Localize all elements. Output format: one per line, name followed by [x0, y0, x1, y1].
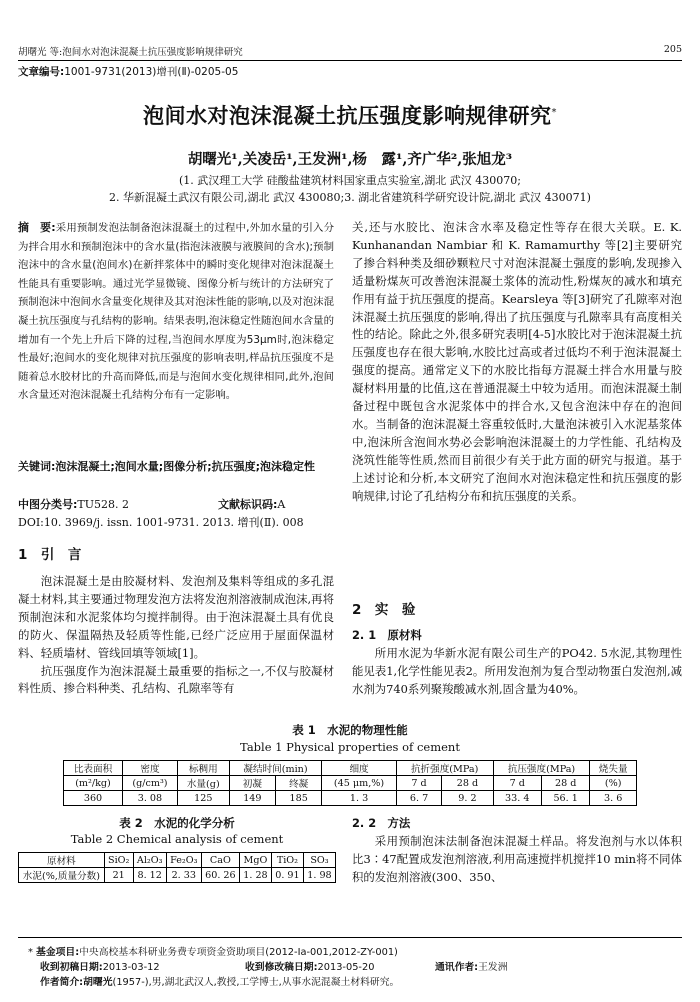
- t2-h-4: CaO: [201, 853, 239, 868]
- keywords-label: 关键词:: [18, 460, 56, 473]
- right-column-body: [352, 219, 682, 506]
- t1-v-10: 3. 6: [590, 791, 637, 806]
- t2-h-3: Fe₂O₃: [166, 853, 201, 868]
- t2-v-2: 8. 12: [133, 868, 166, 883]
- article-number-label: 文章编号:: [18, 66, 65, 78]
- t1-v-7: 9. 2: [442, 791, 493, 806]
- doc-code-value: A: [277, 498, 286, 511]
- intro-paragraph-2: 抗压强度作为泡沫混凝土最重要的指标之一,不仅与胶凝材料性质、掺合料种类、孔结构、孔隙率等有: [18, 663, 334, 696]
- title-footnote-mark: *: [551, 107, 557, 118]
- abstract-label: 摘 要:: [18, 221, 56, 234]
- t1-u-8: 7 d: [493, 776, 541, 791]
- t2-v-0: 水泥(%,质量分数): [19, 868, 105, 883]
- t1-h-loss: 烧失量: [590, 761, 637, 776]
- fund-mark: *: [28, 947, 33, 958]
- title-text: 泡间水对泡沫混凝土抗压强度影响规律研究: [143, 104, 552, 128]
- section-2-2-heading: 2. 2 方法: [352, 816, 411, 830]
- t2-v-3: 2. 33: [166, 868, 201, 883]
- t1-h-specific-surface: 比表面积: [64, 761, 123, 776]
- affiliation-2: 2. 华新混凝土武汉有限公司,湖北 武汉 430080;3. 湖北省建筑科学研究设计院,湖北 武汉 430071): [109, 191, 591, 204]
- abstract: [18, 219, 334, 405]
- section-1-heading: 1 引 言: [18, 547, 82, 563]
- bio-label: 作者简介:: [40, 977, 84, 988]
- t1-h-density: 密度: [123, 761, 178, 776]
- t1-u-1: (g/cm³): [123, 776, 178, 791]
- t1-u-10: (%): [590, 776, 637, 791]
- article-number: [18, 64, 238, 79]
- t2-v-1: 21: [104, 868, 133, 883]
- doi: DOI:10. 3969/j. issn. 1001-9731. 2013. 增刊(Ⅱ). 008: [18, 515, 304, 529]
- table-2-header-row: [19, 853, 336, 868]
- affiliation-1: (1. 武汉理工大学 硅酸盐建筑材料国家重点实验室,湖北 武汉 430070;: [179, 174, 521, 187]
- right-column-paragraph: 关,还与水胶比、泡沫含水率及稳定性等存在很大关联。E. K. Kunhanandan Nambiar 和 K. Ramamurthy 等[2]主要研究了掺合料种类及细砂颗粒尺寸对泡沫混凝土强度的影响,发现掺入适量粉煤灰可改善泡沫混凝土浆体的流动性,粉煤灰的减水和填充作用有益于抗压强度的提高。Kearsleya 等[3]研究了孔隙率对泡沫混凝土抗压强度的影响,得出了抗压强度与孔隙率具有高度相关性的结论。除此之外,很多研究表明[4-5]水胶比对于泡沫混凝土抗压强度也存在很大影响,水胶比过高或者过低均不利于泡沫混凝土强度的提高。通常定义下的水胶比指每方混凝土拌合水用量与胶凝材料用量的比值,这在普通混凝土中较为适用。而泡沫混凝土制备过程中既包含水泥浆体中的拌合水,又包含泡沫中存在的泡间水。当制备的泡沫混凝土容重较低时,大量泡沫被引入水泥基浆体中,泡沫所含泡间水势必会影响泡沫混凝土的力学性能、孔结构及浇筑性能等性质,然而目前很少有关于此方面的研究与报道。基于上述讨论和分析,本文研究了泡间水对泡沫稳定性和抗压强度的影响规律,讨论了孔结构分布和抗压强度的关系。: [352, 220, 682, 503]
- intro-body: [18, 573, 334, 698]
- bio-text: (1957-),男,湖北武汉人,教授,工学博士,从事水泥混凝土材料研究。: [112, 977, 400, 988]
- section-2-heading: 2 实 验: [352, 602, 416, 618]
- t1-v-1: 3. 08: [123, 791, 178, 806]
- article-number-value: 1001-9731(2013)增刊(Ⅱ)-0205-05: [64, 66, 239, 78]
- t1-u-3: 初凝: [229, 776, 275, 791]
- running-header-text: 胡曙光 等:泡间水对泡沫混凝土抗压强度影响规律研究: [18, 47, 243, 58]
- t1-u-2: 水量(g): [177, 776, 229, 791]
- t1-h-water-demand: 标稠用: [177, 761, 229, 776]
- t1-u-9: 28 d: [541, 776, 589, 791]
- table-1-title-en: Table 1 Physical properties of cement: [240, 740, 460, 754]
- table-1-title-cn: 表 1 水泥的物理性能: [292, 723, 408, 737]
- t1-u-0: (m²/kg): [64, 776, 123, 791]
- section-2-1-body: [352, 645, 682, 699]
- t1-h-compressive: 抗压强度(MPa): [493, 761, 590, 776]
- t2-v-4: 60. 26: [201, 868, 239, 883]
- page-number: 205: [663, 44, 682, 55]
- footnote-rule: [18, 937, 682, 938]
- t1-v-3: 149: [229, 791, 275, 806]
- fund-text: 中央高校基本科研业务费专项资金资助项目(2012-Ia-001,2012-ZY-001): [79, 947, 398, 958]
- t1-v-6: 6. 7: [396, 791, 442, 806]
- t1-h-setting-time: 凝结时间(min): [229, 761, 322, 776]
- t2-h-5: MgO: [239, 853, 271, 868]
- intro-paragraph-1: 泡沫混凝土是由胶凝材料、发泡剂及集料等组成的多孔混凝土材料,其主要通过物理发泡方法将发泡剂溶液制成泡沫,再将预制泡沫和水泥浆体均匀搅拌制得。由于泡沫混凝土具有优良的防火、保温隔热及轻质等性能,已经广泛应用于屋面保温材料、轻质墙材、管线回填等领域[1]。: [18, 574, 334, 660]
- t1-u-6: 7 d: [396, 776, 442, 791]
- materials-paragraph: 所用水泥为华新水泥有限公司生产的PO42. 5水泥,其物理性能见表1,化学性能见表2。所用发泡剂为复合型动物蛋白发泡剂,减水剂为740系列聚羧酸减水剂,固含量为40%。: [352, 646, 682, 696]
- t2-v-5: 1. 28: [239, 868, 271, 883]
- t1-h-fineness: 细度: [322, 761, 396, 776]
- t1-u-4: 终凝: [276, 776, 322, 791]
- t1-v-0: 360: [64, 791, 123, 806]
- fund-label: 基金项目:: [36, 947, 80, 958]
- t1-v-2: 125: [177, 791, 229, 806]
- method-paragraph: 采用预制泡沫法制备泡沫混凝土样品。将发泡剂与水以体积比3∶47配置成发泡剂溶液,利用高速搅拌机搅拌10 min将不同体积的发泡剂溶液(300、350、: [352, 834, 682, 884]
- author-bio: [40, 974, 399, 988]
- date-note: [40, 959, 680, 973]
- t1-v-5: 1. 3: [322, 791, 396, 806]
- clc-label: 中图分类号:: [18, 498, 78, 511]
- t1-v-9: 56. 1: [541, 791, 589, 806]
- table-1-data-row: [64, 791, 637, 806]
- t1-u-7: 28 d: [442, 776, 493, 791]
- table-1-header-row-1: [64, 761, 637, 776]
- doc-code-label: 文献标识码:: [218, 498, 278, 511]
- table-2-title-cn: 表 2 水泥的化学分析: [119, 816, 235, 830]
- table-2-title-en: Table 2 Chemical analysis of cement: [70, 832, 284, 846]
- t2-v-6: 0. 91: [271, 868, 303, 883]
- revised-date: 2013-05-20: [317, 962, 375, 973]
- keywords-text: 泡沫混凝土;泡间水量;图像分析;抗压强度;泡沫稳定性: [55, 460, 316, 473]
- abstract-text: 采用预制发泡法制备泡沫混凝土的过程中,外加水量的引入分为拌合用水和预制泡沫中的含水量(指泡沫液膜与液膜间的含水);预制泡沫中的含水量(泡间水)在新拌浆体中的瞬时变化规律对泡沫混凝土性能具有重要影响。通过光学显微镜、图像分析与统计的方法研究了预制泡沫中泡间水含量变化规律及其对泡沫性能的影响,以及对泡沫混凝土抗压强度与孔结构的影响。结果表明,泡沫稳定性随泡间水含量的增加有一个先上升后下降的过程,当泡间水厚度为53μm时,泡沫稳定性最好;泡间水的变化规律对抗压强度的影响表明,样品抗压强度不是随着总水胶材比的升高而降低,而是与泡间水变化规律相同,此外,泡间水含量还对泡沫混凝土孔结构分布有一定影响。: [18, 222, 334, 402]
- section-2-2-body: [352, 833, 682, 887]
- received-date: 2013-03-12: [102, 962, 160, 973]
- table-2-data-row: [19, 868, 336, 883]
- running-header: [18, 44, 682, 61]
- t2-h-7: SO₃: [303, 853, 335, 868]
- revised-label: 收到修改稿日期:: [245, 962, 318, 973]
- table-1-header-row-2: [64, 776, 637, 791]
- classification-line: [18, 496, 334, 531]
- section-2-1-heading: 2. 1 原材料: [352, 628, 422, 642]
- clc-value: TU528. 2: [77, 498, 130, 511]
- t1-u-5: (45 μm,%): [322, 776, 396, 791]
- corr-label: 通讯作者:: [435, 962, 479, 973]
- received-label: 收到初稿日期:: [40, 962, 103, 973]
- t2-h-6: TiO₂: [271, 853, 303, 868]
- t2-h-0: 原材料: [19, 853, 105, 868]
- bio-name: 胡曙光: [83, 977, 113, 988]
- keywords: [18, 458, 334, 476]
- table-1: [63, 760, 637, 806]
- fund-note: [28, 944, 398, 958]
- t2-h-2: Al₂O₃: [133, 853, 166, 868]
- t2-h-1: SiO₂: [104, 853, 133, 868]
- t1-v-8: 33. 4: [493, 791, 541, 806]
- table-2: [18, 852, 336, 883]
- t1-h-flexural: 抗折强度(MPa): [396, 761, 493, 776]
- corr-author: 王发洲: [478, 962, 508, 973]
- t2-v-7: 1. 98: [303, 868, 335, 883]
- t1-v-4: 185: [276, 791, 322, 806]
- paper-title: [0, 100, 700, 130]
- author-list: 胡曙光¹,关凌岳¹,王发洲¹,杨 露¹,齐广华²,张旭龙³: [187, 151, 513, 168]
